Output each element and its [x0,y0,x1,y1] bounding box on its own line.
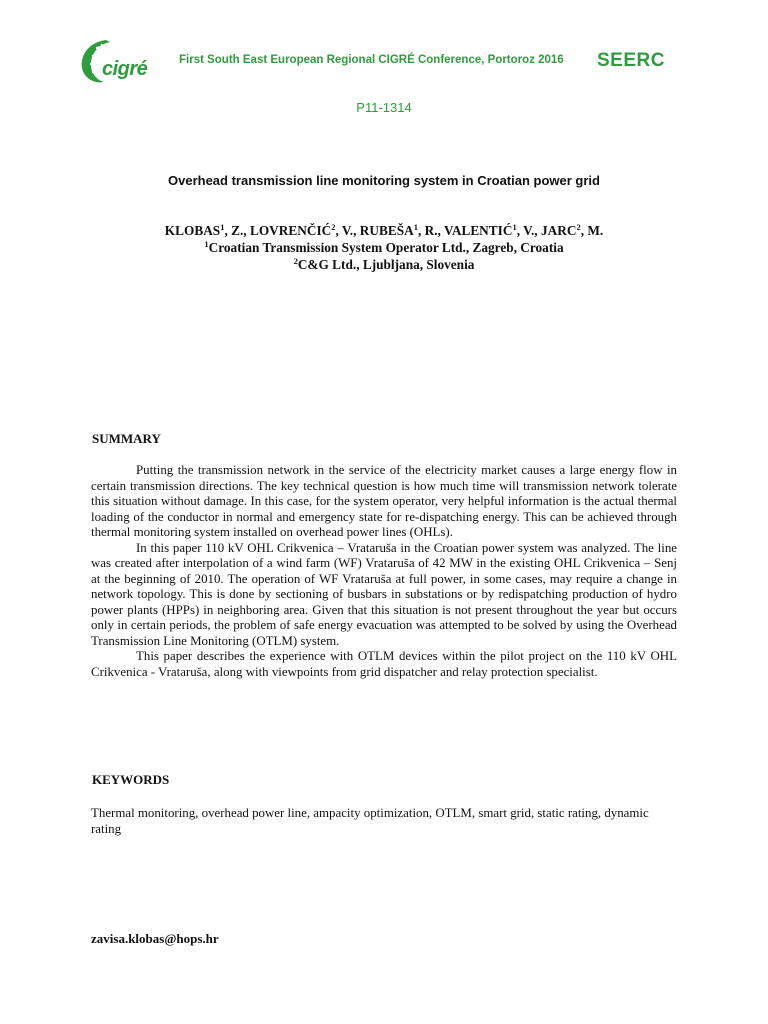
keywords-heading: KEYWORDS [92,772,170,787]
paper-title: Overhead transmission line monitoring system in Croatian power grid [168,173,600,188]
seerc-label: SEERC [597,50,665,71]
affiliation-number: 2 [293,256,298,266]
affiliation-text: C&G Ltd., Ljubljana, Slovenia [297,257,475,272]
summary-paragraph: In this paper 110 kV OHL Crikvenica – Vrataruša in the Croatian power system was analyzed. The line was created after interpolation of a wind farm (WF) Vrataruša of 42 MW in the existing OHL Crikvenica – Senj at the beginning of 2010. The operation of WF Vrataruša at full power, in some cases, may require a change in network topology. This is done by sectioning of busbars in substations or by redispatching production of hydro power plants (HPPs) in neighboring area. Given that this situation is not present throughout the year but occurs only in certain periods, the problem of safe energy evacuation was attempted to be solved by using the Overhead Transmission Line Monitoring (OTLM) system. [91,540,677,648]
cigre-logo [76,36,166,90]
summary-heading: SUMMARY [92,431,161,446]
conference-title: First South East European Regional CIGRÉ Conference, Portoroz 2016 [179,54,564,66]
affiliation-text: Croatian Transmission System Operator Ltd., Zagreb, Croatia [208,240,564,255]
author-affiliation-mark: 1 [220,222,225,232]
author-name: KLOBAS [164,223,221,238]
summary-paragraph: Putting the transmission network in the service of the electricity market causes a large energy flow in certain transmission directions. The key technical question is how much time will transmission network tolerate this situation without damage. In this case, for the system operator, very helpful information is the actual thermal loading of the conductor in normal and emergency state for re-dispatching energy. This can be achieved through thermal monitoring system installed on overhead power lines (OHLs). [91,463,677,539]
author-affiliation-mark: 2 [331,222,336,232]
author-name: JARC [540,223,577,238]
author-name: VALENTIĆ [443,223,513,238]
author-name: RUBEŠA [359,223,414,238]
cigre-logo-text: cigré [102,58,148,80]
summary-body [91,463,677,680]
keywords-text: Thermal monitoring, overhead power line, ampacity optimization, OTLM, smart grid, static rating, dynamic rating [91,806,649,836]
summary-paragraph: This paper describes the experience with OTLM devices within the pilot project on the 110 kV OHL Crikvenica - Vrataruša, along with viewpoints from grid dispatcher and relay protection specialist. [91,649,677,679]
author-affiliation-mark: 1 [413,222,418,232]
author-line [0,222,768,239]
affiliation-number: 1 [204,239,209,249]
author-block [0,222,768,273]
author-affiliation-mark: 2 [576,222,581,232]
author-affiliation-mark: 1 [512,222,517,232]
paper-id: P11-1314 [356,100,412,115]
conference-header [0,30,768,90]
author-initial: , R., [417,223,444,238]
author-initial: , Z., [224,223,250,238]
author-initial: , V., [335,223,360,238]
affiliation-line [0,256,768,273]
author-initial: , M. [580,223,604,238]
contact-email[interactable]: zavisa.klobas@hops.hr [91,931,219,946]
author-initial: , V., [516,223,541,238]
author-name: LOVRENČIĆ [249,223,332,238]
affiliation-line [0,239,768,256]
